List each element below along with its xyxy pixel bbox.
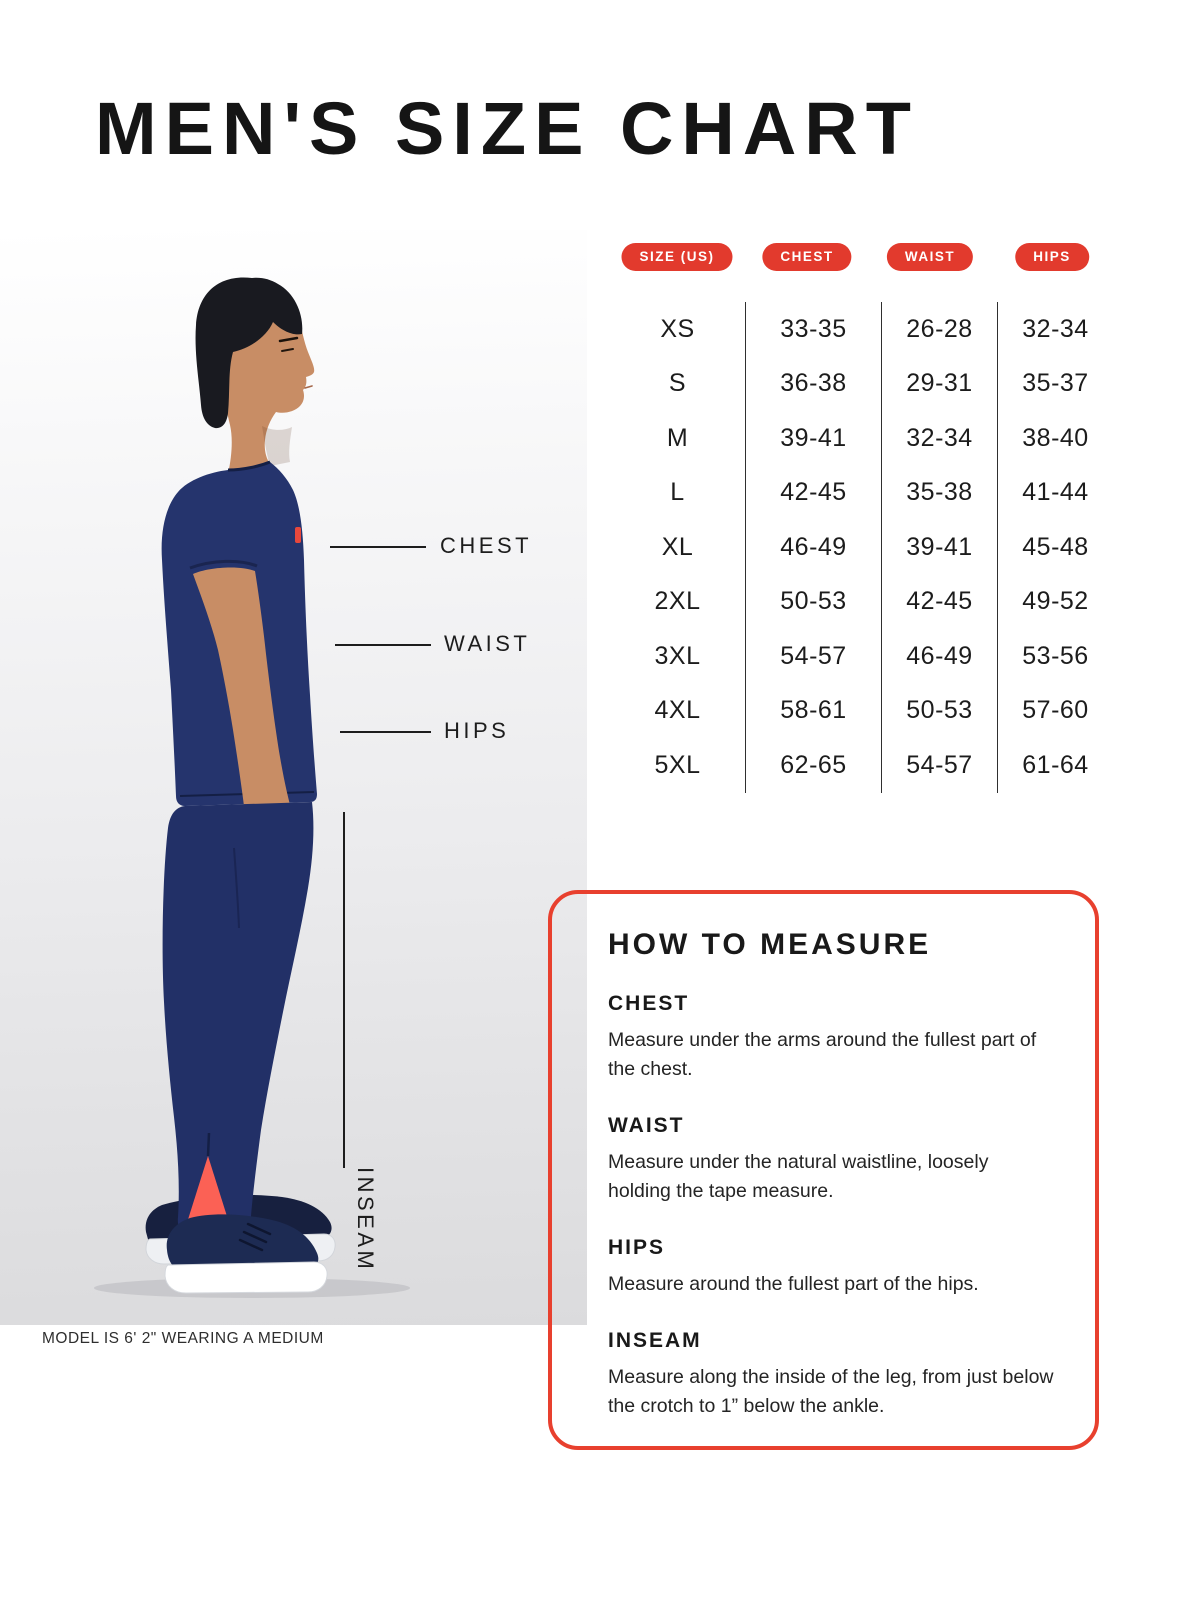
size-value: XL <box>661 532 694 561</box>
waist-value: 32-34 <box>906 423 973 452</box>
model-illustration <box>0 230 587 1325</box>
hips-label: HIPS <box>444 718 510 743</box>
waist-pointer-line <box>335 644 431 646</box>
chest-value: 62-65 <box>780 750 847 779</box>
hips-value: 35-37 <box>1022 369 1089 398</box>
waist-label: WAIST <box>444 631 531 656</box>
measure-waist-text: Measure under the natural waistline, loosely holding the tape measure. <box>608 1151 989 1202</box>
measure-waist-heading: WAIST <box>608 1114 685 1137</box>
page-title: MEN'S SIZE CHART <box>95 87 919 170</box>
hips-value: 41-44 <box>1022 478 1089 507</box>
measure-inseam-text: Measure along the inside of the leg, from just below the crotch to 1” below the ankle. <box>608 1366 1054 1417</box>
size-table <box>610 302 1113 793</box>
chest-value: 50-53 <box>780 587 847 616</box>
waist-value: 54-57 <box>906 750 973 779</box>
how-to-measure-box <box>548 890 1099 1450</box>
waist-column <box>881 302 997 793</box>
chest-label: CHEST <box>440 533 533 558</box>
size-value: 4XL <box>654 696 701 725</box>
model-caption: MODEL IS 6' 2" WEARING A MEDIUM <box>42 1330 324 1347</box>
measure-chest-heading: CHEST <box>608 992 690 1015</box>
column-header-size: SIZE (US) <box>621 243 732 271</box>
size-value: L <box>670 478 685 507</box>
chest-value: 58-61 <box>780 696 847 725</box>
column-header-waist: WAIST <box>887 243 973 271</box>
hips-value: 38-40 <box>1022 423 1089 452</box>
how-to-measure-title: HOW TO MEASURE <box>608 928 932 961</box>
hips-value: 61-64 <box>1022 750 1089 779</box>
hips-value: 57-60 <box>1022 696 1089 725</box>
chest-value: 33-35 <box>780 314 847 343</box>
measure-hips-heading: HIPS <box>608 1236 666 1259</box>
waist-value: 29-31 <box>906 369 973 398</box>
chest-column <box>745 302 881 793</box>
waist-value: 46-49 <box>906 641 973 670</box>
column-header-hips: HIPS <box>1015 243 1089 271</box>
measure-chest-text: Measure under the arms around the fullest part of the chest. <box>608 1029 1037 1080</box>
waist-value: 26-28 <box>906 314 973 343</box>
model-photo <box>0 230 587 1325</box>
size-value: M <box>666 423 689 452</box>
size-column <box>610 302 745 793</box>
size-value: 5XL <box>654 750 701 779</box>
chest-value: 39-41 <box>780 423 847 452</box>
chest-value: 36-38 <box>780 369 847 398</box>
size-value: S <box>668 369 687 398</box>
size-value: 2XL <box>654 587 701 616</box>
waist-value: 39-41 <box>906 532 973 561</box>
measure-inseam-heading: INSEAM <box>608 1329 702 1352</box>
hips-value: 53-56 <box>1022 641 1089 670</box>
size-value: 3XL <box>654 641 701 670</box>
chest-value: 42-45 <box>780 478 847 507</box>
measure-hips-text: Measure around the fullest part of the hips. <box>608 1273 979 1295</box>
waist-value: 35-38 <box>906 478 973 507</box>
hips-value: 45-48 <box>1022 532 1089 561</box>
hips-column <box>997 302 1113 793</box>
waist-value: 50-53 <box>906 696 973 725</box>
hips-value: 49-52 <box>1022 587 1089 616</box>
waist-value: 42-45 <box>906 587 973 616</box>
hips-value: 32-34 <box>1022 314 1089 343</box>
chest-value: 46-49 <box>780 532 847 561</box>
column-header-chest: CHEST <box>762 243 851 271</box>
chest-value: 54-57 <box>780 641 847 670</box>
inseam-pointer-line <box>343 812 345 1168</box>
inseam-label: INSEAM <box>353 1167 378 1273</box>
hips-pointer-line <box>340 731 431 733</box>
chest-pointer-line <box>330 546 426 548</box>
size-value: XS <box>660 314 695 343</box>
